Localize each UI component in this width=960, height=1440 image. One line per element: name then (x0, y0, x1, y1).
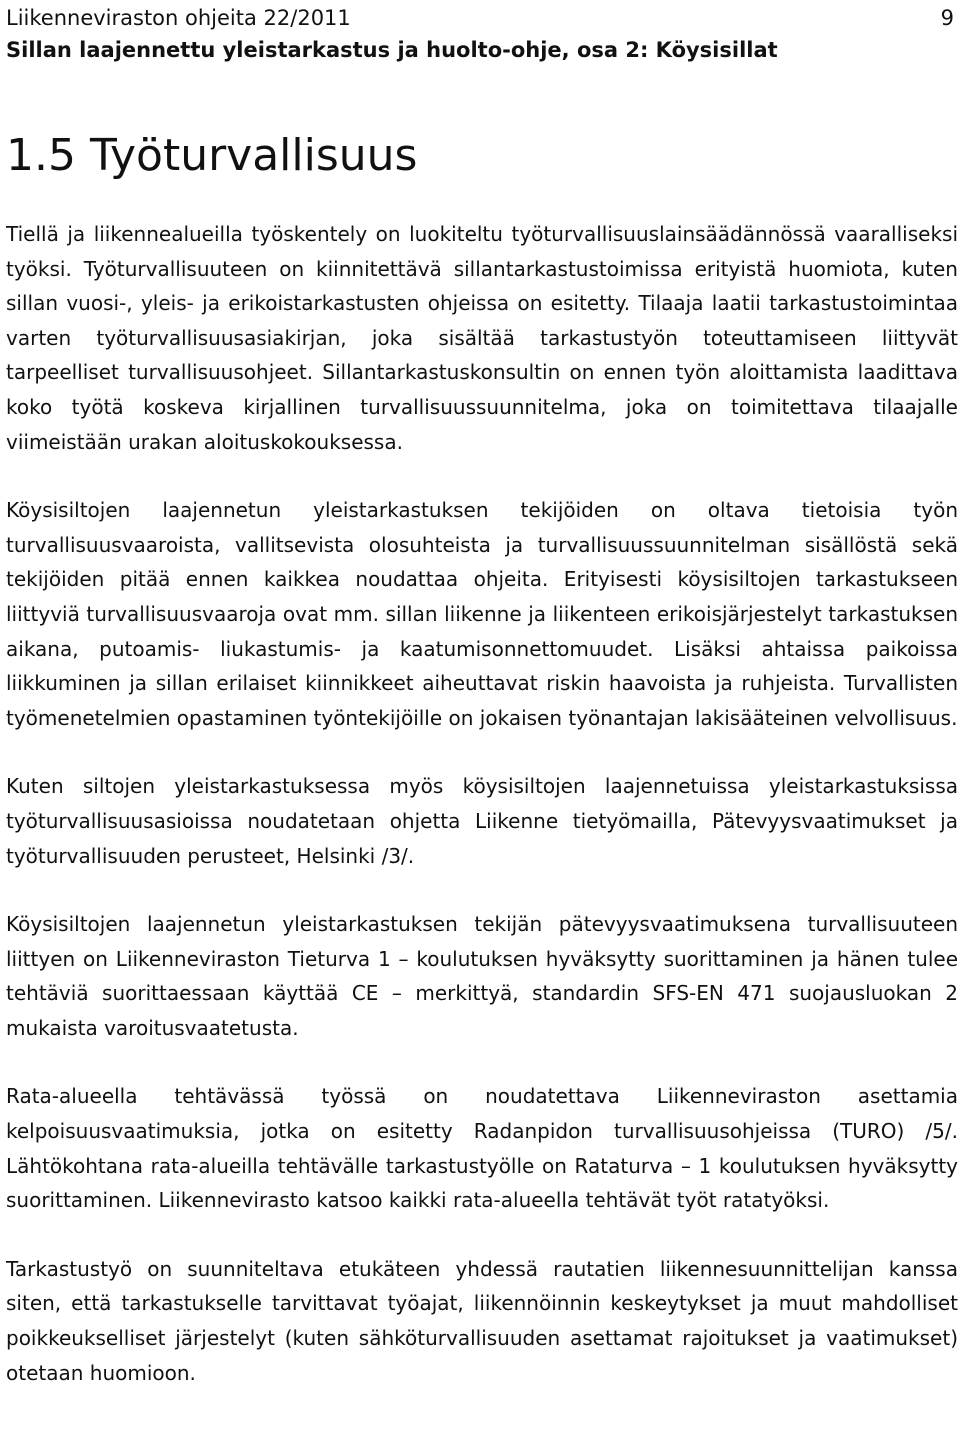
document-title: Sillan laajennettu yleistarkastus ja huolto-ohje, osa 2: Köysisillat (6, 38, 778, 62)
section-heading: 1.5 Työturvallisuus (6, 130, 418, 181)
paragraph-inspector-hazards: Köysisiltojen laajennetun yleistarkastuksen tekijöiden on oltava tietoisia työn turvallisuusvaaroista, vallitsevista olosuhteista ja turvallisuussuunnitelman sisällöstä sekä tekijöiden pitää ennen kaikkea noudattaa ohjeita. Erityisesti köysisiltojen tarkastukseen liittyviä turvallisuusvaaroja ovat mm. sillan liikenne ja liikenteen erikoisjärjestelyt tarkastuksen aikana, putoamis- liukastumis- ja kaatumisonnettomuudet. Lisäksi ahtaissa paikoissa liikkuminen ja sillan erilaiset kiinnikkeet aiheuttavat riskin haavoista ja ruhjeista. Turvallisten työmenetelmien opastaminen työntekijöille on jokaisen työnantajan lakisääteinen velvollisuus. (6, 498, 958, 730)
publication-series: Liikenneviraston ohjeita 22/2011 (6, 6, 351, 30)
paragraph-railway-area: Rata-alueella tehtävässä työssä on noudatettava Liikenneviraston asettamia kelpoisuusvaatimuksia, jotka on esitetty Radanpidon turvallisuusohjeissa (TURO) /5/. Lähtökohtana rata-alueilla tehtävälle tarkastustyölle on Rataturva – 1 koulutuksen hyväksytty suorittaminen. Liikennevirasto katsoo kaikki rata-alueella tehtävät työt ratatyöksi. (6, 1084, 958, 1213)
paragraph-planning-with-traffic: Tarkastustyö on suunniteltava etukäteen yhdessä rautatien liikennesuunnittelijan kanssa siten, että tarkastukselle tarvittavat työajat, liikennöinnin keskeytykset ja muut mahdolliset poikkeukselliset järjestelyt (kuten sähköturvallisuuden asettamat rajoitukset ja vaatimukset) otetaan huomioon. (6, 1256, 958, 1385)
page-number: 9 (940, 6, 954, 30)
paragraph-work-safety-intro: Tiellä ja liikennealueilla työskentely on luokiteltu työturvallisuuslainsäädännössä vaaralliseksi työksi. Työturvallisuuteen on kiinnitettävä sillantarkastustoimissa erityistä huomiota, kuten sillan vuosi-, yleis- ja erikoistarkastusten ohjeissa on esitetty. Tilaaja laatii tarkastustoimintaa varten työturvallisuusasiakirjan, joka sisältää tarkastustyön toteuttamiseen liittyvät tarpeelliset turvallisuusohjeet. Sillantarkastuskonsultin on ennen työn aloittamista laadittava koko työtä koskeva kirjallinen turvallisuussuunnitelma, joka on toimitettava tilaajalle viimeistään urakan aloituskokouksessa. (6, 222, 958, 454)
section-body (6, 217, 958, 1424)
page-header (6, 2, 954, 66)
paragraph-qualification-requirements: Köysisiltojen laajennetun yleistarkastuksen tekijän pätevyysvaatimuksena turvallisuuteen liittyen on Liikenneviraston Tieturva 1 – koulutuksen hyväksytty suorittaminen ja hänen tulee tehtäviä suorittaessaan käyttää CE – merkittyä, standardin SFS-EN 471 suojausluokan 2 mukaista varoitusvaatetusta. (6, 912, 958, 1040)
paragraph-guideline-reference: Kuten siltojen yleistarkastuksessa myös köysisiltojen laajennetuissa yleistarkastuksissa työturvallisuusasioissa noudatetaan ohjetta Liikenne tietyömailla, Pätevyysvaatimukset ja työturvallisuuden perusteet, Helsinki /3/. (6, 774, 958, 868)
